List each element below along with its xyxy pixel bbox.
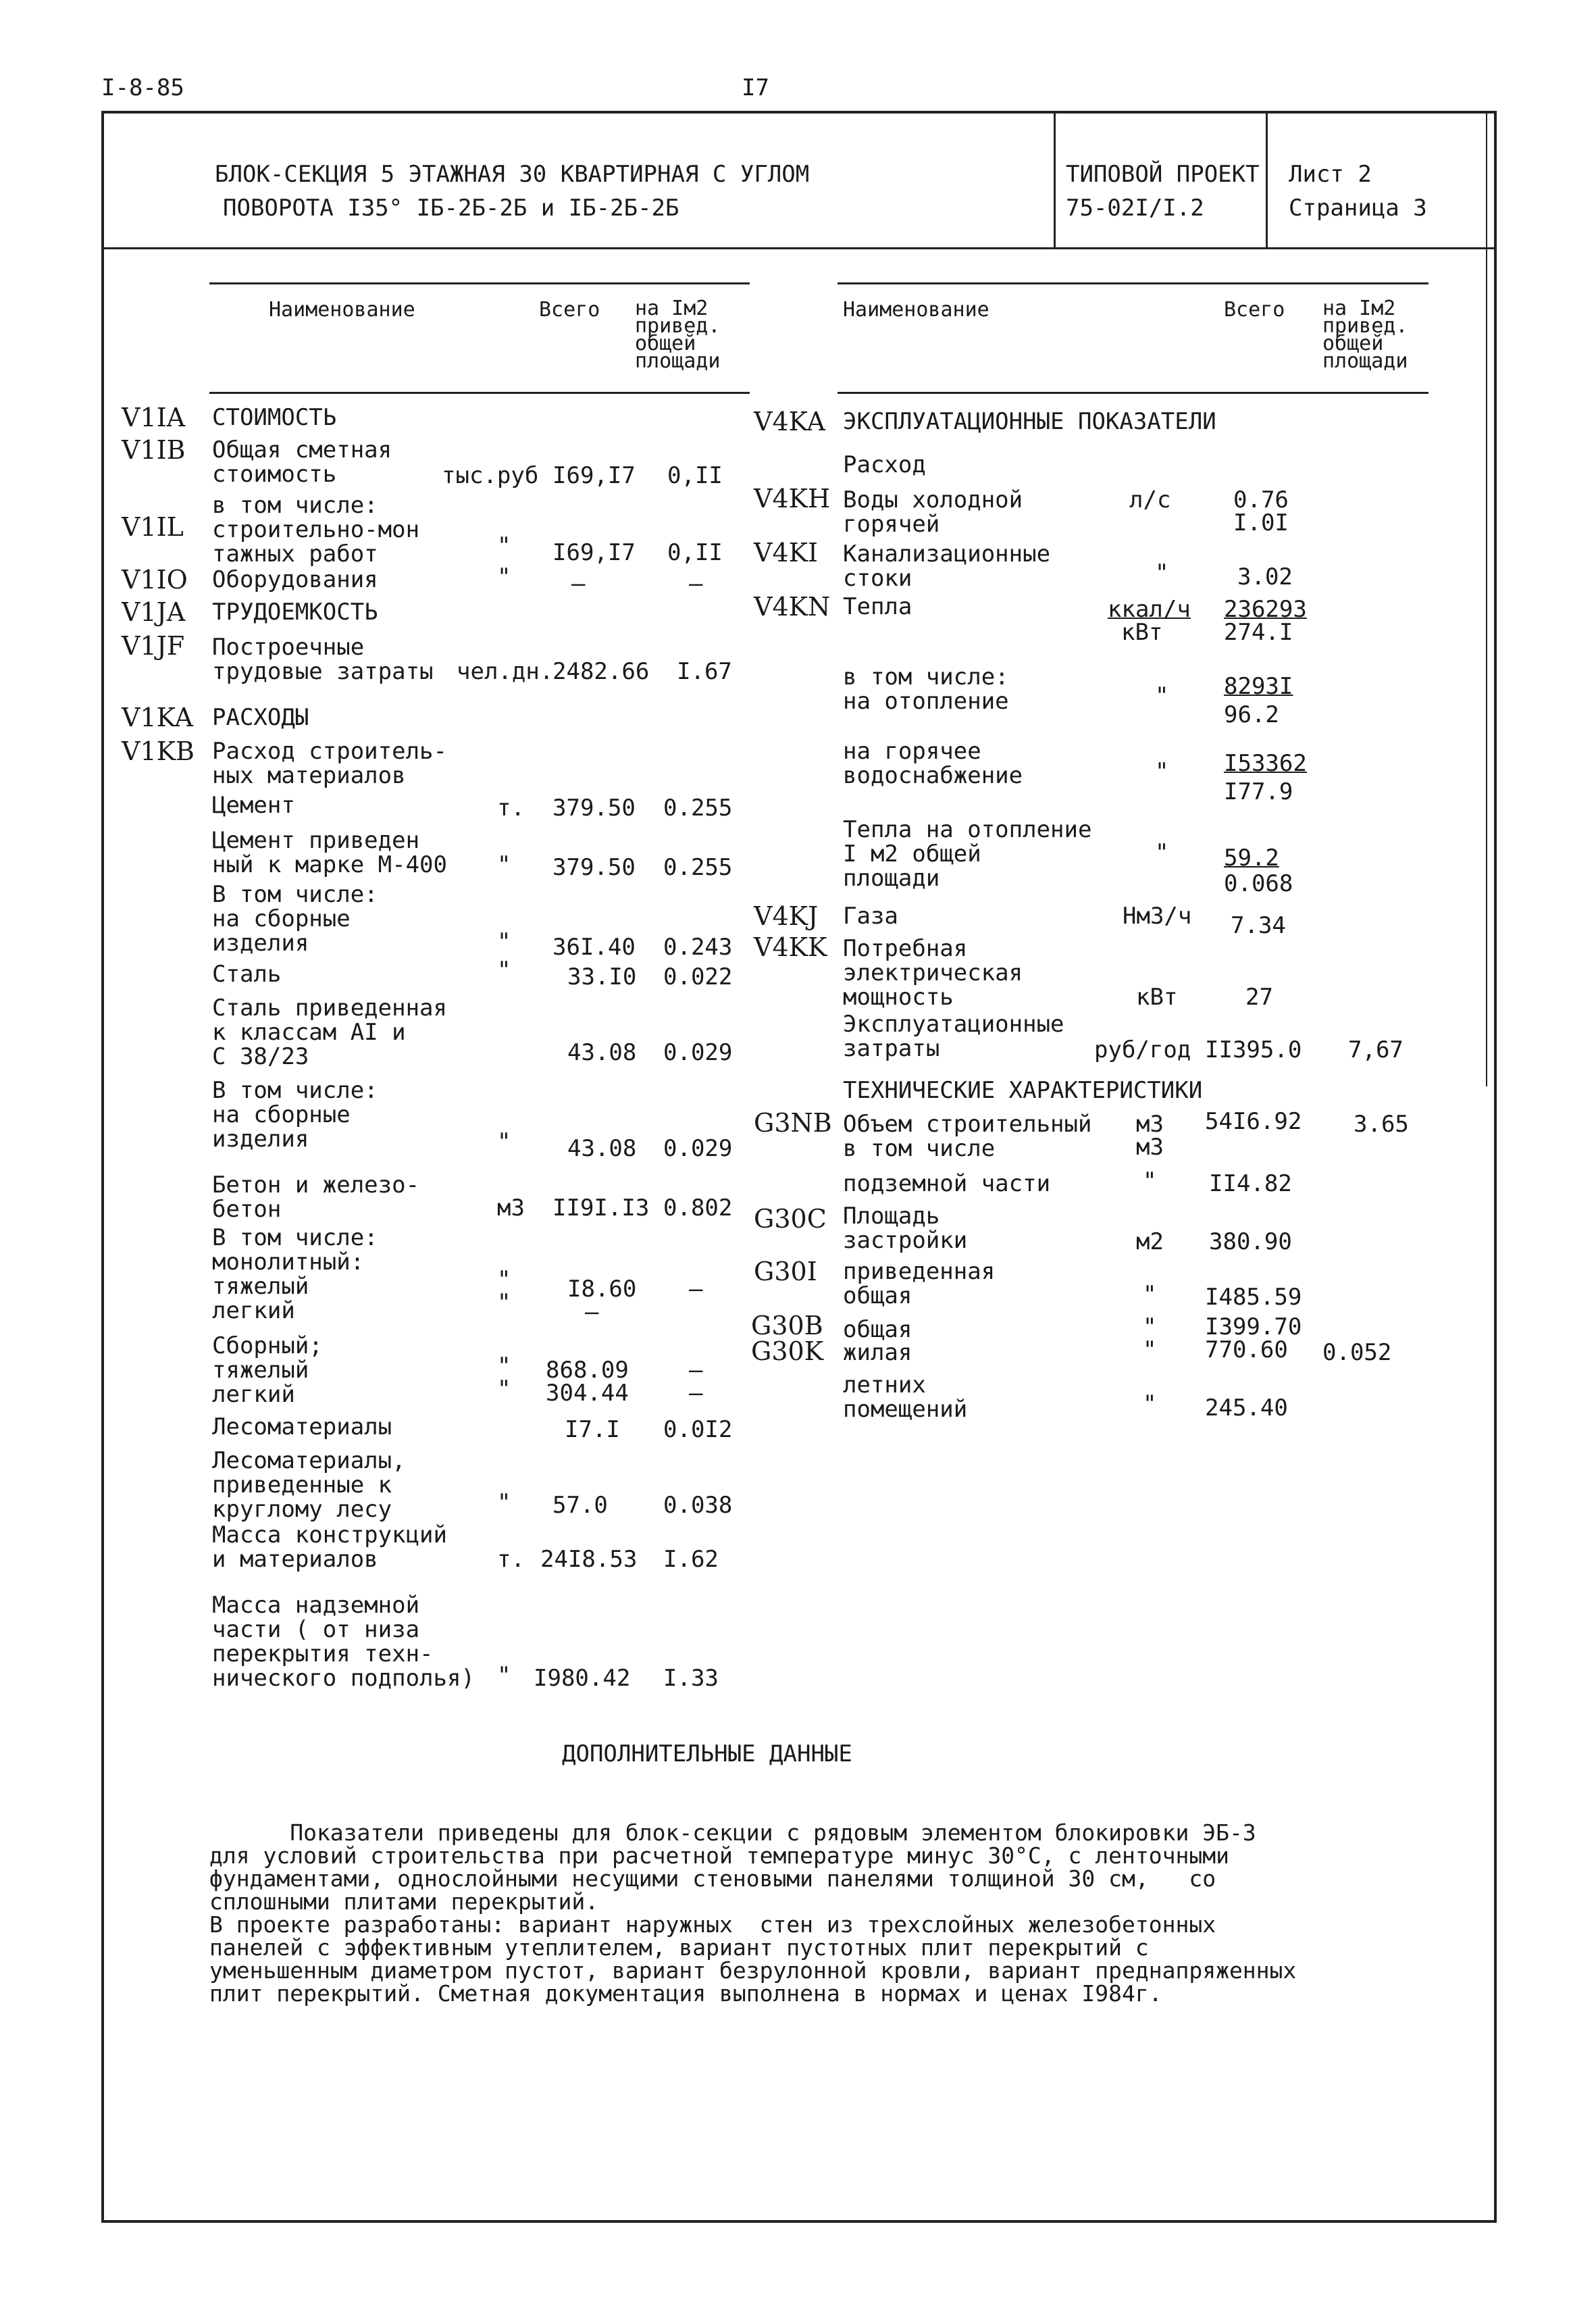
left-header-name: Наименование [269, 298, 415, 322]
row-total: 96.2 [1224, 701, 1279, 728]
row-name: Объем строительный в том числе [843, 1111, 1092, 1162]
title-block-bottom-line [103, 247, 1494, 249]
row-unit: чел.дн. [457, 658, 554, 685]
row-code: V1IL [122, 512, 184, 542]
row-unit: " [1143, 1390, 1157, 1417]
row-name: жилая [843, 1339, 912, 1366]
row-total: 59.2 [1224, 845, 1279, 872]
row-name: Лесоматериалы, приведенные к круглому лесу [212, 1447, 406, 1523]
row-total: 7.34 [1231, 912, 1286, 939]
row-per-m2: 0.029 [663, 1039, 733, 1066]
row-code: G30I [754, 1257, 817, 1286]
row-name: Канализационные стоки [843, 540, 1051, 592]
row-unit: " [497, 1353, 511, 1380]
row-name: Масса конструкций и материалов [212, 1521, 447, 1573]
row-code: V1IO [122, 565, 188, 595]
row-name: летних помещений [843, 1372, 968, 1423]
row-total: 868.09 [546, 1357, 629, 1384]
row-per-m2: 0.255 [663, 795, 733, 822]
row-per-m2: 0,II [667, 462, 723, 489]
row-unit: " [1143, 1281, 1157, 1308]
row-per-m2: 0.255 [663, 854, 733, 881]
row-name: приведенная общая [843, 1258, 996, 1309]
page-label: Страница 3 [1289, 195, 1427, 222]
row-unit: " [1155, 758, 1169, 785]
row-total: I69,I7 [552, 539, 636, 566]
row-name: ТРУДОЕМКОСТЬ [212, 599, 378, 626]
title-block-divider-1 [1054, 114, 1056, 249]
row-per-m2: – [689, 1380, 703, 1407]
row-total: I69,I7 [552, 462, 636, 489]
right-inner-edge-line [1486, 114, 1487, 1086]
row-code: V1IA [122, 403, 186, 432]
row-total: 274.I [1224, 619, 1293, 646]
row-name: В том числе: монолитный: тяжелый легкий [212, 1224, 378, 1324]
row-total: 27 [1245, 984, 1273, 1011]
row-unit: м2 [1136, 1228, 1164, 1255]
row-code: V4KH [754, 484, 831, 513]
right-header-name: Наименование [843, 298, 989, 322]
row-code: V4KN [754, 592, 831, 622]
right-header-per-m2: на Iм2 привед. общей площади [1322, 297, 1408, 373]
row-per-m2: I.33 [663, 1665, 719, 1692]
row-name: В том числе: на сборные изделия [212, 881, 378, 957]
row-name: ТЕХНИЧЕСКИЕ ХАРАКТЕРИСТИКИ [843, 1077, 1203, 1104]
row-name: Построечные трудовые затраты [212, 634, 434, 685]
row-name: Масса надземной части ( от низа перекрытия техн- нического подполья) [212, 1592, 475, 1692]
left-header-top-rule [209, 282, 750, 284]
row-unit: ккал/ч [1108, 596, 1191, 623]
title-line-1: БЛОК-СЕКЦИЯ 5 ЭТАЖНАЯ 30 КВАРТИРНАЯ С УГЛОМ [215, 161, 810, 188]
document-code: I-8-85 [101, 74, 184, 101]
row-total: 379.50 [552, 795, 636, 822]
row-unit: " [497, 1662, 511, 1689]
row-name: СТОИМОСТЬ [212, 404, 337, 431]
row-per-m2: 0.052 [1322, 1339, 1392, 1366]
row-total: – [585, 1299, 599, 1326]
row-name: Расход [843, 451, 926, 478]
row-total: II9I.I3 [552, 1194, 650, 1222]
page-number: I7 [742, 74, 769, 101]
row-unit: Нм3/ч [1123, 903, 1192, 930]
row-name: Общая сметная стоимость [212, 436, 392, 488]
row-unit: " [497, 851, 511, 878]
row-unit: " [497, 1489, 511, 1516]
row-unit: " [497, 928, 511, 955]
row-per-m2: 0.029 [663, 1135, 733, 1162]
row-name: ЭКСПЛУАТАЦИОННЫЕ ПОКАЗАТЕЛИ [843, 408, 1216, 435]
row-name: Цемент [212, 792, 295, 819]
row-name: Оборудования [212, 566, 378, 593]
row-unit: кВт [1136, 984, 1178, 1011]
row-name: Тепла [843, 593, 912, 620]
row-code: V1KB [122, 736, 195, 766]
row-name: на горячее водоснабжение [843, 738, 1023, 789]
row-unit: тыс.руб [442, 462, 539, 489]
row-unit: м3 [497, 1194, 525, 1222]
right-header-top-rule [838, 282, 1428, 284]
row-code: G30K [751, 1336, 824, 1366]
row-total: 33.I0 [567, 963, 637, 990]
row-per-m2: 3.65 [1354, 1111, 1409, 1138]
row-unit: " [1155, 839, 1169, 866]
row-per-m2: 0.038 [663, 1492, 733, 1519]
row-per-m2: 0,II [667, 539, 723, 566]
row-per-m2: 7,67 [1348, 1036, 1404, 1063]
row-total: I77.9 [1224, 778, 1293, 805]
row-code: V4KA [754, 407, 825, 436]
row-unit: " [497, 1289, 511, 1316]
row-name: Потребная электрическая мощность [843, 935, 1023, 1011]
sheet-number: Лист 2 [1289, 161, 1372, 188]
row-total: 0.76 [1233, 486, 1289, 513]
row-code: V1KA [122, 703, 193, 732]
row-name: в том числе: на отопление [843, 663, 1009, 715]
title-block-divider-2 [1266, 114, 1268, 249]
row-code: V1JF [122, 631, 185, 661]
row-unit: руб/год [1094, 1036, 1191, 1063]
row-total: II395.0 [1205, 1036, 1302, 1063]
row-per-m2: I.67 [677, 658, 732, 685]
row-name: Расход строитель- ных материалов [212, 738, 447, 789]
row-name: Сталь [212, 961, 282, 988]
row-unit: т. [497, 795, 525, 822]
row-name: подземной части [843, 1170, 1051, 1197]
row-per-m2: 0.802 [663, 1194, 733, 1222]
row-total: I7.I [565, 1416, 620, 1443]
row-per-m2: – [689, 570, 703, 597]
row-total: I.0I [1233, 509, 1289, 536]
row-total: 54I6.92 [1205, 1108, 1302, 1135]
row-code: V4KK [754, 932, 827, 962]
row-unit: " [497, 1128, 511, 1155]
row-total: 236293 [1224, 596, 1307, 623]
row-total: I980.42 [534, 1665, 631, 1692]
row-name: в том числе: строительно-мон тажных работ [212, 492, 420, 568]
row-unit: л/с [1129, 486, 1171, 513]
row-total: I8.60 [567, 1276, 637, 1303]
row-code: V1JA [122, 597, 186, 627]
row-name: Сборный; тяжелый легкий [212, 1332, 323, 1408]
row-unit: кВт [1121, 619, 1163, 646]
row-name: В том числе: на сборные изделия [212, 1077, 378, 1153]
row-unit: " [497, 1266, 511, 1293]
row-name: общая [843, 1316, 912, 1343]
row-per-m2: 0.243 [663, 934, 733, 961]
row-code: G30B [751, 1311, 823, 1340]
row-unit: м3 [1136, 1111, 1164, 1138]
row-name: Лесоматериалы [212, 1413, 392, 1440]
title-line-2: ПОВОРОТА I35° IБ-2Б-2Б и IБ-2Б-2Б [223, 195, 679, 222]
row-total: 379.50 [552, 854, 636, 881]
row-name: Бетон и железо- бетон [212, 1172, 420, 1223]
row-unit: " [1143, 1336, 1157, 1363]
row-code: V1IB [122, 435, 186, 465]
row-code: G3NB [754, 1108, 832, 1138]
additional-data-heading: ДОПОЛНИТЕЛЬНЫЕ ДАННЫЕ [562, 1740, 852, 1767]
row-code: V4KJ [754, 901, 819, 931]
row-unit: " [497, 1376, 511, 1403]
row-total: – [571, 570, 586, 597]
row-name: Цемент приведен ный к марке М-400 [212, 827, 447, 878]
row-total: I53362 [1224, 750, 1307, 777]
right-header-bottom-rule [838, 392, 1428, 394]
row-name: Газа [843, 903, 898, 930]
row-per-m2: I.62 [663, 1546, 719, 1573]
row-unit: м3 [1136, 1134, 1164, 1161]
row-per-m2: 0.022 [663, 963, 733, 990]
left-header-bottom-rule [209, 392, 750, 394]
row-unit: " [1143, 1313, 1157, 1340]
right-header-total: Всего [1224, 298, 1285, 322]
row-unit: " [497, 957, 511, 984]
row-unit: " [497, 532, 511, 559]
row-name: Воды холодной горячей [843, 486, 1023, 538]
row-total: 304.44 [546, 1380, 629, 1407]
row-total: 8293I [1224, 673, 1293, 700]
row-per-m2: 0.0I2 [663, 1416, 733, 1443]
row-total: 2482.66 [552, 658, 650, 685]
row-unit: " [1155, 559, 1169, 586]
row-total: 43.08 [567, 1039, 637, 1066]
left-header-total: Всего [539, 298, 600, 322]
row-name: Тепла на отопление I м2 общей площади [843, 816, 1092, 892]
row-total: 0.068 [1224, 870, 1293, 897]
row-unit: " [1155, 682, 1169, 709]
project-label: ТИПОВОЙ ПРОЕКТ [1066, 161, 1260, 188]
row-per-m2: – [689, 1276, 703, 1303]
left-header-per-m2: на Iм2 привед. общей площади [635, 297, 721, 373]
row-total: 24I8.53 [540, 1546, 638, 1573]
project-code: 75-02I/I.2 [1066, 195, 1204, 222]
row-total: 770.60 [1205, 1336, 1288, 1363]
row-total: 36I.40 [552, 934, 636, 961]
row-unit: " [1143, 1167, 1157, 1194]
row-total: 57.0 [552, 1492, 608, 1519]
row-unit: " [497, 563, 511, 590]
row-code: V4KI [754, 538, 819, 568]
row-per-m2: – [689, 1357, 703, 1384]
row-total: I485.59 [1205, 1284, 1302, 1311]
row-name: РАСХОДЫ [212, 704, 309, 731]
row-total: I399.70 [1205, 1313, 1302, 1340]
row-total: 380.90 [1209, 1228, 1292, 1255]
row-name: Площадь застройки [843, 1203, 968, 1254]
row-total: 245.40 [1205, 1394, 1288, 1422]
row-unit: т. [497, 1546, 525, 1573]
additional-data-paragraph: Показатели приведены для блок-секции с рядовым элементом блокировки ЭБ-3 для условий строительства при расчетной температуре минус 30°С, с ленточными фундаментами, однослойными несущими стеновыми панелями толщиной 30 см, со сплошными плитами перекрытий. В проекте разработаны: вариант наружных стен из трехслойных железобетонных панелей с эффективным утеплителем, вариант пустотных плит перекрытий с уменьшенным диаметром пустот, вариант безрулонной кровли, вариант преднапряженных плит перекрытий. Сметная документация выполнена в нормах и ценах I984г. [209, 1819, 1297, 2007]
row-name: Сталь приведенная к классам AI и С 38/23 [212, 995, 447, 1070]
row-total: 3.02 [1237, 563, 1293, 590]
row-code: G30C [754, 1204, 827, 1234]
row-total: 43.08 [567, 1135, 637, 1162]
row-name: Эксплуатационные затраты [843, 1011, 1064, 1062]
row-total: II4.82 [1209, 1170, 1292, 1197]
